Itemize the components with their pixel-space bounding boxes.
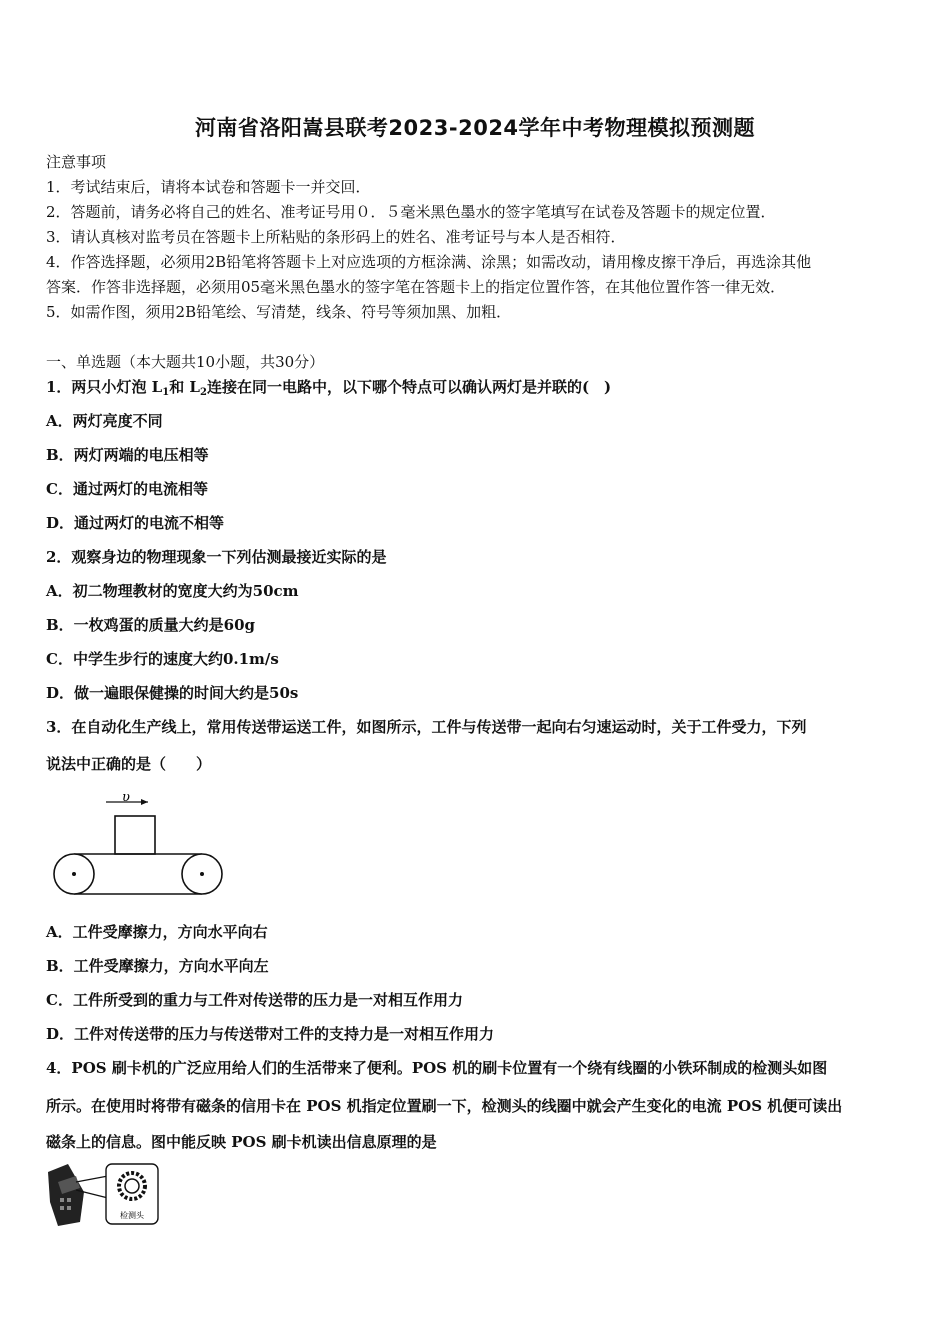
option-d: D．做一遍眼保健操的时间大约是50s — [46, 684, 299, 702]
page-title: 河南省洛阳嵩县联考2023-2024学年中考物理模拟预测题 — [194, 116, 756, 140]
workpiece-block — [115, 816, 155, 854]
question-3-stem: 3．在自动化生产线上，常用传送带运送工件，如图所示，工件与传送带一起向右匀速运动时，关于工件受力，下列 — [46, 718, 807, 736]
question-4-stem-cont: 所示。在使用时将带有磁条的信用卡在 POS 机指定位置刷一下，检测头的线圈中就会产生变化的电流 POS 机便可读出 — [46, 1097, 843, 1115]
question-3-stem-cont: 说法中正确的是（ ） — [46, 755, 212, 773]
notice-item: 1．考试结束后，请将本试卷和答题卡一并交回． — [46, 178, 371, 196]
question-1-stem — [46, 377, 611, 403]
section-heading: 一、单选题（本大题共10小题，共30分） — [46, 353, 325, 371]
pos-detector-figure — [46, 1162, 166, 1230]
pos-machine-illustration — [48, 1164, 108, 1226]
option-d: D．通过两灯的电流不相等 — [46, 514, 225, 532]
q1-stem-part: 连接在同一电路中，以下哪个特点可以确认两灯是并联的( ) — [206, 378, 612, 396]
option-c: C．中学生步行的速度大约0.1m/s — [46, 650, 279, 668]
right-roller-axle — [200, 872, 204, 876]
question-4-stem-cont: 磁条上的信息。图中能反映 POS 刷卡机读出信息原理的是 — [46, 1133, 437, 1151]
subscript: 1 — [162, 387, 170, 398]
option-a: A．初二物理教材的宽度大约为50cm — [46, 582, 299, 600]
q1-stem-part: 1．两只小灯泡 L — [46, 378, 163, 396]
velocity-label: υ — [122, 790, 130, 805]
subscript: 2 — [199, 387, 207, 398]
option-d: D．工件对传送带的压力与传送带对工件的支持力是一对相互作用力 — [46, 1025, 495, 1043]
conveyor-belt-figure — [48, 786, 228, 898]
left-roller-axle — [72, 872, 76, 876]
notice-item: 5．如需作图，须用2B铅笔绘、写清楚，线条、符号等须加黑、加粗． — [46, 303, 512, 321]
notice-item: 2．答题前，请务必将自己的姓名、准考证号用０．５毫米黑色墨水的签字笔填写在试卷及答题卡的规定位置． — [46, 203, 776, 221]
option-c: C．工件所受到的重力与工件对传送带的压力是一对相互作用力 — [46, 991, 463, 1009]
question-4-stem: 4．POS 刷卡机的广泛应用给人们的生活带来了便利。POS 机的刷卡位置有一个绕有线圈的小铁环制成的检测头如图 — [46, 1059, 828, 1077]
notice-item: 3．请认真核对监考员在答题卡上所粘贴的条形码上的姓名、准考证号与本人是否相符． — [46, 228, 626, 246]
notice-item: 4．作答选择题，必须用2B铅笔将答题卡上对应选项的方框涂满、涂黑；如需改动，请用橡皮擦干净后，再选涂其他 — [46, 253, 812, 271]
option-b: B．工件受摩擦力，方向水平向左 — [46, 957, 269, 975]
velocity-arrowhead — [141, 799, 148, 805]
detector-label: 检测头 — [120, 1211, 144, 1220]
notice-heading: 注意事项 — [46, 153, 107, 171]
option-b: B．一枚鸡蛋的质量大约是60g — [46, 616, 256, 634]
option-a: A．两灯亮度不同 — [46, 412, 163, 430]
option-c: C．通过两灯的电流相等 — [46, 480, 208, 498]
q1-stem-part: 和 L — [169, 378, 200, 396]
option-b: B．两灯两端的电压相等 — [46, 446, 209, 464]
notice-item: 答案．作答非选择题，必须用05毫米黑色墨水的签字笔在答题卡上的指定位置作答，在其他位置作答一律无效． — [46, 278, 786, 296]
option-a: A．工件受摩擦力，方向水平向右 — [46, 923, 268, 941]
question-2-stem: 2．观察身边的物理现象一下列估测最接近实际的是 — [46, 548, 387, 566]
